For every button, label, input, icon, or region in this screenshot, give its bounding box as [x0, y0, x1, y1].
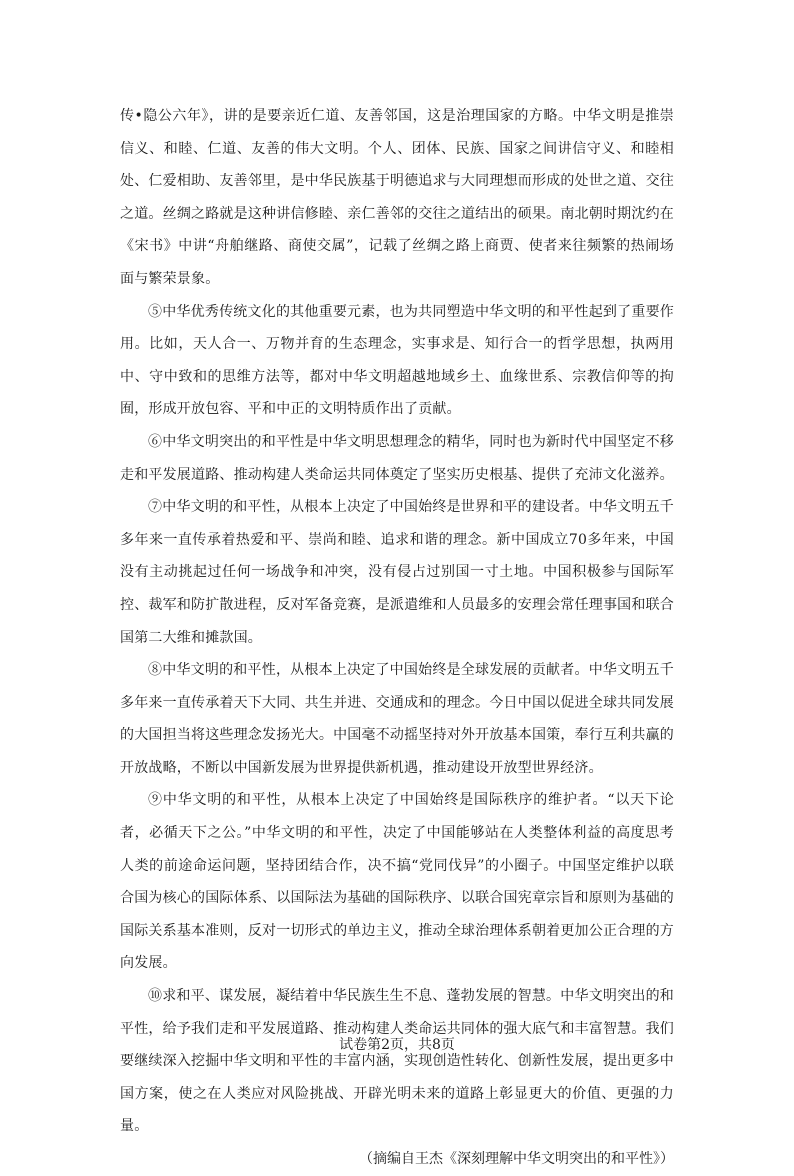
paragraph-9: ⑨中华文明的和平性，从根本上决定了中国始终是国际秩序的维护者。“以天下论者，必循天下之公。”中华文明的和平性，决定了中国能够站在人类整体利益的高度思考人类的前途命运问题，坚持团结合作，决不搞“党同伐异”的小圈子。中国坚定维护以联合国为核心的国际体系、以国际法为基础的国际秩序、以联合国宪章宗旨和原则为基础的国际关系基本准则，反对一切形式的单边主义，推动全球治理体系朝着更加公正合理的方向发展。: [120, 792, 674, 972]
source-citation: （摘编自王杰《深刻理解中华文明突出的和平性》）: [359, 1151, 674, 1167]
paragraph-6: ⑥中华文明突出的和平性是中华文明思想理念的精华，同时也为新时代中国坚定不移走和平发展道路、推动构建人类命运共同体奠定了坚实历史根基、提供了充沛文化滋养。: [120, 433, 674, 483]
paragraph-7: ⑦中华文明的和平性，从根本上决定了中国始终是世界和平的建设者。中华文明五千多年来一直传承着热爱和平、崇尚和睦、追求和谐的理念。新中国成立70多年来，中国没有主动挑起过任何一场战争和冲突，没有侵占过别国一寸土地。中国积极参与国际军控、裁军和防扩散进程，反对军备竞赛，是派遣维和人员最多的安理会常任理事国和联合国第二大维和摊款国。: [120, 499, 674, 646]
paragraph-8: ⑧中华文明的和平性，从根本上决定了中国始终是全球发展的贡献者。中华文明五千多年来一直传承着天下大同、共生并进、交通成和的理念。今日中国以促进全球共同发展的大国担当将这些理念发扬光大。中国毫不动摇坚持对外开放基本国策，奉行互利共赢的开放战略，不断以中国新发展为世界提供新机遇，推动建设开放型世界经济。: [120, 662, 674, 776]
paragraph-continuation: 传•隐公六年》，讲的是要亲近仁道、友善邻国，这是治理国家的方略。中华文明是推崇信义、和睦、仁道、友善的伟大文明。个人、团体、民族、国家之间讲信守义、和睦相处、仁爱相助、友善邻里，是中华民族基于明德追求与大同理想而形成的处世之道、交往之道。丝绸之路就是这种讲信修睦、亲仁善邻的交往之道结出的硕果。南北朝时期沈约在《宋书》中讲“舟舶继路、商使交属”，记载了丝绸之路上商贾、使者来往频繁的热闹场面与繁荣景象。: [120, 108, 674, 287]
paragraph-5: ⑤中华优秀传统文化的其他重要元素，也为共同塑造中华文明的和平性起到了重要作用。比如，天人合一、万物并育的生态理念，实事求是、知行合一的哲学思想，执两用中、守中致和的思维方法等，都对中华文明超越地域乡土、血缘世系、宗教信仰等的拘囿，形成开放包容、平和中正的文明特质作出了贡献。: [120, 303, 674, 418]
page-footer: 试卷第2页，共8页: [339, 1037, 455, 1053]
paragraph-10: ⑩求和平、谋发展，凝结着中华民族生生不息、蓬勃发展的智慧。中华文明突出的和平性，给予我们走和平发展道路、推动构建人类命运共同体的强大底气和丰富智慧。我们要继续深入挖掘中华文明和平性的丰富内涵，实现创造性转化、创新性发展，提出更多中国方案，使之在人类应对风险挑战、开辟光明未来的道路上彰显更大的价值、更强的力量。: [120, 988, 674, 1135]
